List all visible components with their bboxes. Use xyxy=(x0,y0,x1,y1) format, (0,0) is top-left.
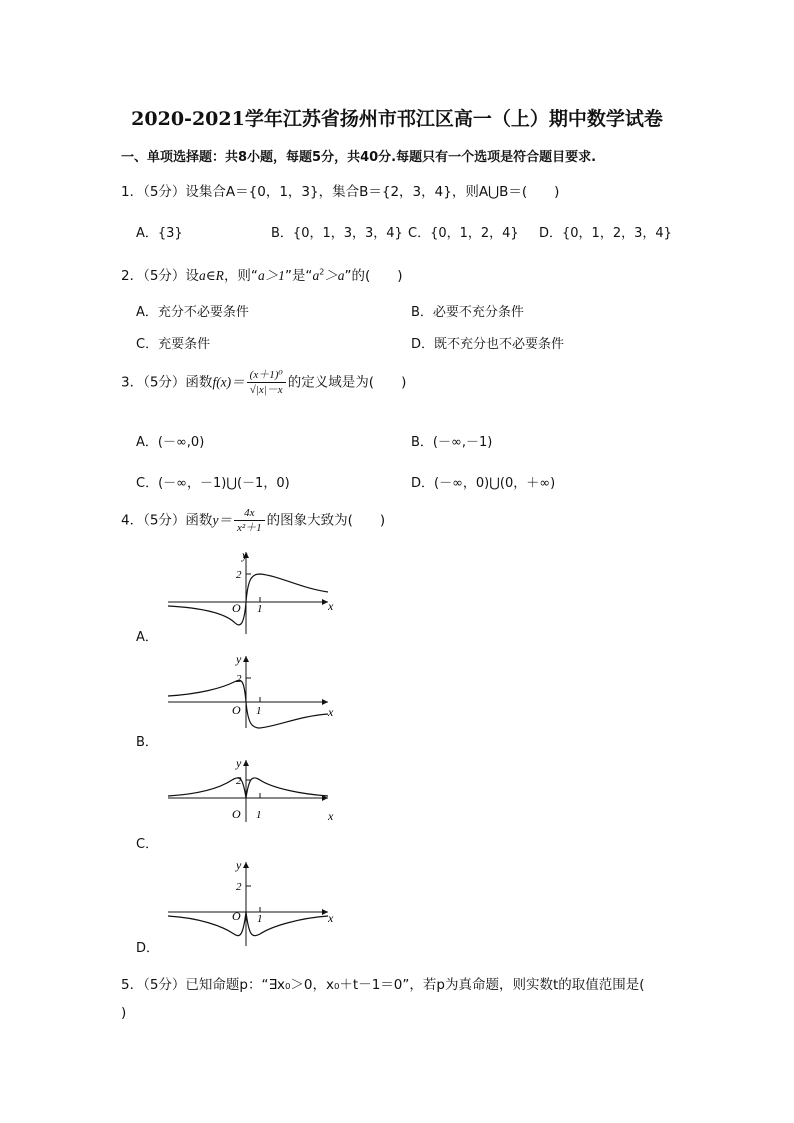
q3-option-d: D．(－∞，0)⋃(0，＋∞) xyxy=(411,476,556,491)
q2-stem-part: ，则“ xyxy=(223,268,258,284)
axis-origin-label: O xyxy=(232,909,241,923)
axis-origin-label: O xyxy=(232,703,241,717)
axis-tick-label: 1 xyxy=(257,603,263,615)
q4-function-label: y＝ xyxy=(212,512,232,528)
axis-y-label: y xyxy=(236,756,242,770)
q3-option-a: A．(－∞,0) xyxy=(136,435,205,450)
q4-option-b-label: B． xyxy=(136,735,158,750)
q4-stem-part: 4．（5分）函数 xyxy=(121,512,213,529)
axis-origin-label: O xyxy=(232,807,241,821)
q3-numerator: (x＋1)⁰ xyxy=(247,368,286,383)
q1-option-b: B．{0，1，3，3，4} xyxy=(271,226,403,241)
q2-stem-part: a＞1 xyxy=(257,268,285,283)
q2-option-b: B．必要不充分条件 xyxy=(411,305,524,320)
axis-tick-label: 2 xyxy=(236,775,242,787)
axis-tick-label: 1 xyxy=(256,705,262,717)
q1-option-d: D．{0，1，2，3，4} xyxy=(539,226,672,241)
q3-option-c: C．(－∞，－1)⋃(－1，0) xyxy=(136,476,290,491)
q2-option-c: C．充要条件 xyxy=(136,337,211,352)
axis-tick-label: 2 xyxy=(236,673,242,685)
q1-option-c: C．{0，1，2，4} xyxy=(408,226,519,241)
section-heading: 一、单项选择题：共8小题，每题5分，共40分.每题只有一个选项是符合题目要求. xyxy=(121,150,597,165)
axis-y-label: y xyxy=(236,652,242,666)
q2-option-a: A．充分不必要条件 xyxy=(136,305,249,320)
axis-tick-label: 2 xyxy=(236,569,242,581)
q2-stem-part: ＞a xyxy=(324,268,345,283)
q4-graph-c xyxy=(160,756,340,826)
q1-option-a: A．{3} xyxy=(136,226,183,241)
axis-x-label: x xyxy=(328,911,334,925)
q3-function-label: f(x)＝ xyxy=(212,374,245,390)
q4-option-d-label: D． xyxy=(136,941,160,956)
page-title: 2020-2021学年江苏省扬州市邗江区高一（上）期中数学试卷 xyxy=(131,108,663,130)
question-2-stem xyxy=(121,264,403,284)
q3-stem-part: 3．（5分）函数 xyxy=(121,374,213,391)
q3-stem-part: 的定义域是为( ) xyxy=(287,374,407,391)
q4-numerator: 4x xyxy=(234,506,265,521)
q4-option-c-label: C． xyxy=(136,837,159,852)
q3-fraction xyxy=(247,368,286,397)
question-5-stem-cont: ) xyxy=(121,1005,127,1021)
q2-stem-part: a∈R xyxy=(198,268,224,283)
q4-graph-a xyxy=(160,548,340,638)
axis-x-label: x xyxy=(328,599,334,613)
axis-x-label: x xyxy=(328,809,334,823)
axis-tick-label: 1 xyxy=(257,913,263,925)
q2-stem-part: ”的( ) xyxy=(344,268,403,284)
q4-graph-b xyxy=(160,652,340,732)
q2-option-d: D．既不充分也不必要条件 xyxy=(411,337,565,352)
axis-tick-label: 2 xyxy=(236,881,242,893)
question-4-stem xyxy=(121,506,385,535)
question-3-stem xyxy=(121,368,406,397)
q2-stem-part: a xyxy=(312,268,320,283)
q2-stem-part: ”是“ xyxy=(284,268,313,284)
q4-denominator: x²＋1 xyxy=(236,522,262,534)
axis-origin-label: O xyxy=(232,601,241,615)
axis-y-label: y xyxy=(236,858,242,872)
axis-x-label: x xyxy=(328,705,334,719)
q2-stem-exponent: 2 xyxy=(319,267,325,277)
q3-option-b: B．(－∞,－1) xyxy=(411,435,493,450)
q2-stem-part: 2．（5分）设 xyxy=(121,268,199,284)
question-1-stem: 1．（5分）设集合A＝{0，1，3}，集合B＝{2，3，4}，则A⋃B＝( ) xyxy=(121,184,560,200)
axis-tick-label: 1 xyxy=(256,809,262,821)
q4-option-a-label: A． xyxy=(136,630,158,645)
q4-stem-part: 的图象大致为( ) xyxy=(266,512,386,529)
q4-fraction xyxy=(234,506,265,535)
axis-y-label: y xyxy=(242,548,248,562)
q4-graph-d xyxy=(160,858,340,950)
q3-denominator: √|x|－x xyxy=(249,384,283,396)
question-5-stem: 5．（5分）已知命题p：“∃x₀＞0，x₀＋t－1＝0”，若p为真命题，则实数t的取值范围是( xyxy=(121,977,645,993)
